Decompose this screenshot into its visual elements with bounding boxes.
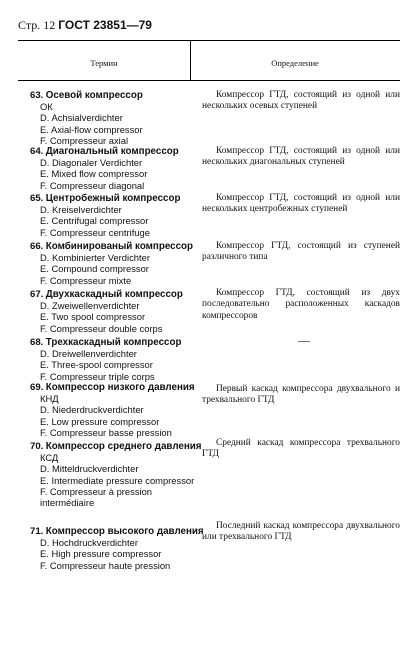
term-definition-dash: — xyxy=(298,333,310,347)
term-german: D. Diagonaler Verdichter xyxy=(40,157,143,169)
term-german: D. Mitteldruckverdichter xyxy=(40,463,139,475)
term-number: 70. xyxy=(30,441,44,452)
term-french: F. Compresseur basse pression xyxy=(40,426,172,438)
term-number: 63. xyxy=(30,90,44,101)
term-entry xyxy=(30,90,205,146)
term-english: E. Axial-flow compressor xyxy=(40,123,143,135)
term-name: Диагональный компрессор xyxy=(45,146,179,157)
term-number: 67. xyxy=(30,289,44,300)
term-entry xyxy=(30,526,205,571)
term-abbreviation: КСД xyxy=(40,452,59,464)
term-name: Компрессор высокого давления xyxy=(45,526,204,537)
term-german: D. Niederdruckverdichter xyxy=(40,404,144,416)
term-name: Трехкаскадный компрессор xyxy=(45,337,182,348)
term-entry xyxy=(30,241,205,286)
term-definition: Первый каскад компрессора двухвального и трехвального ГТД xyxy=(202,384,400,406)
term-name: Осевой компрессор xyxy=(45,90,143,101)
term-english: E. Three-spool compressor xyxy=(40,359,153,371)
term-number: 64. xyxy=(30,146,44,157)
column-header-definition: Определение xyxy=(271,58,319,68)
term-name: Компрессор низкого давления xyxy=(45,382,195,393)
term-english: E. Centrifugal compressor xyxy=(40,215,149,227)
term-english: E. Intermediate pressure compressor xyxy=(40,474,195,486)
term-german: D. Kombinierter Verdichter xyxy=(40,252,150,264)
term-english: E. Low pressure compressor xyxy=(40,415,160,427)
term-definition: Последний каскад компрессора двухвального или трехвального ГТД xyxy=(202,521,400,543)
term-french: F. Compresseur à pression intermédiaire xyxy=(40,485,153,509)
column-header-term: Термин xyxy=(90,58,118,68)
term-french: F. Compresseur mixte xyxy=(40,274,132,286)
term-french: F. Compresseur triple corps xyxy=(40,370,155,382)
term-name: Компрессор среднего давления xyxy=(45,441,202,452)
term-german: D. Dreiwellenverdichter xyxy=(40,348,137,360)
table-top-rule xyxy=(18,40,400,41)
term-french: F. Compresseur axial xyxy=(40,134,129,146)
table-header-rule xyxy=(18,80,400,81)
term-entry xyxy=(30,337,205,382)
term-german: D. Kreiselverdichter xyxy=(40,204,122,216)
term-definition: Компрессор ГТД, состоящий из ступеней различного типа xyxy=(202,241,400,263)
term-german: D. Zweiwellenverdichter xyxy=(40,300,140,312)
term-abbreviation: ОК xyxy=(40,101,53,113)
term-definition: Компрессор ГТД, состоящий из одной или нескольких осевых ступеней xyxy=(202,90,400,112)
term-number: 68. xyxy=(30,337,44,348)
term-definition: Компрессор ГТД, состоящий из одной или нескольких диагональных ступеней xyxy=(202,146,400,168)
term-entry xyxy=(30,289,205,334)
term-english: E. High pressure compressor xyxy=(40,548,162,560)
term-number: 69. xyxy=(30,382,44,393)
term-french: F. Compresseur centrifuge xyxy=(40,226,150,238)
term-german: D. Achsialverdichter xyxy=(40,112,123,124)
term-number: 65. xyxy=(30,193,44,204)
term-abbreviation: КНД xyxy=(40,393,59,405)
term-definition: Компрессор ГТД, состоящий из двух последовательно расположенных каскадов компрессоров xyxy=(202,288,400,321)
term-english: E. Compound compressor xyxy=(40,263,149,275)
term-entry xyxy=(30,193,205,238)
term-entry xyxy=(30,441,205,508)
term-french: F. Compresseur haute pression xyxy=(40,559,171,571)
term-name: Двухкаскадный компрессор xyxy=(45,289,183,300)
term-german: D. Hochdruckverdichter xyxy=(40,537,138,549)
term-definition: Средний каскад компрессора трехвального ГТД xyxy=(202,438,400,460)
page-header xyxy=(18,18,152,33)
term-definition: Компрессор ГТД, состоящий из одной или нескольких центробежных ступеней xyxy=(202,193,400,215)
term-english: E. Mixed flow compressor xyxy=(40,168,148,180)
term-french: F. Compresseur double corps xyxy=(40,322,163,334)
term-french: F. Compresseur diagonal xyxy=(40,179,145,191)
page-label: Стр. 12 xyxy=(18,18,56,32)
term-entry xyxy=(30,382,205,438)
term-english: E. Two spool compressor xyxy=(40,311,146,323)
term-name: Комбинированый компрессор xyxy=(45,241,194,252)
term-number: 66. xyxy=(30,241,44,252)
standard-number: ГОСТ 23851—79 xyxy=(58,18,152,32)
term-entry xyxy=(30,146,205,191)
term-name: Центробежный компрессор xyxy=(45,193,181,204)
term-number: 71. xyxy=(30,526,44,537)
